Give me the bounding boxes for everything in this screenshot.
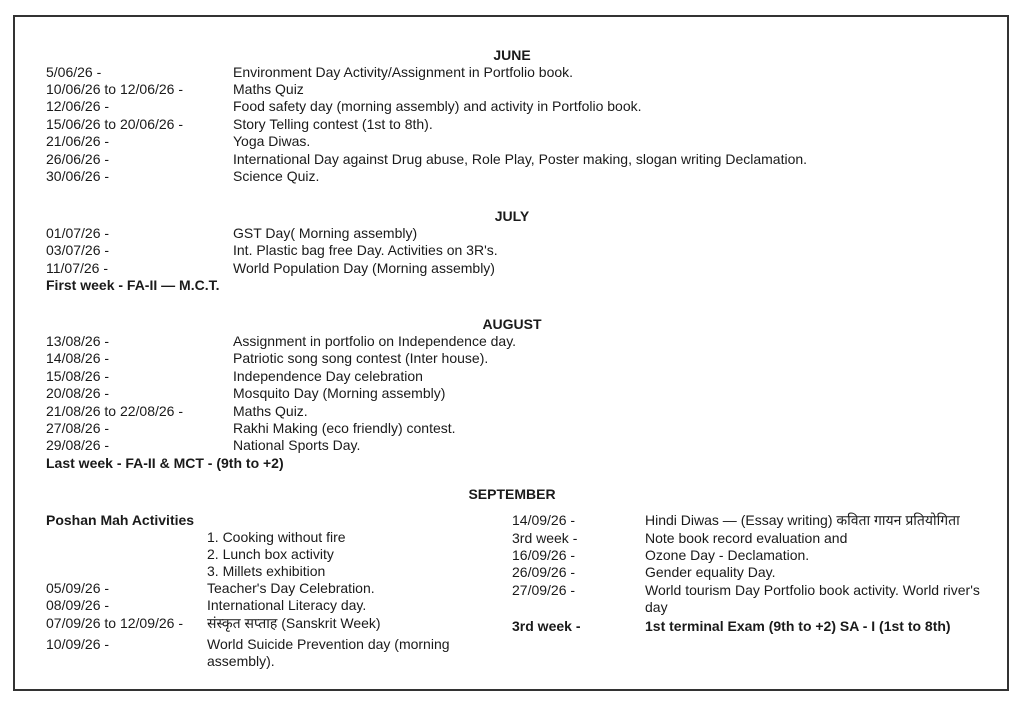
entry-text: World Suicide Prevention day (morning assembly). [207,636,450,669]
entry-date: 08/09/26 - [46,597,110,613]
list-item [46,98,986,115]
entry-text: Hindi Diwas — (Essay writing) कविता गायन प्रतियोगिता [645,512,960,528]
entry-date: 3rd week - [512,618,581,634]
entry-text: Yoga Diwas. [233,133,311,149]
entry-date: 07/09/26 to 12/09/26 - [46,615,183,631]
entry-text: International Day against Drug abuse, Role Play, Poster making, slogan writing Declamation. [233,151,808,167]
entry-date: 29/08/26 - [46,437,110,453]
list-item [46,64,986,81]
entry-text: Ozone Day - Declamation. [645,547,810,563]
month-heading-june: JUNE [493,47,531,63]
entry-text: GST Day( Morning assembly) [233,225,418,241]
entry-text: Rakhi Making (eco friendly) contest. [233,420,456,436]
month-heading-july: JULY [494,208,530,224]
entry-date: 15/08/26 - [46,368,110,384]
list-item [46,385,986,402]
entry-date: 26/06/26 - [46,151,110,167]
entry-date: 21/06/26 - [46,133,110,149]
entry-date: 01/07/26 - [46,225,110,241]
entry-text: World tourism Day Portfolio book activity. World river's day [645,582,980,615]
list-item [46,168,986,185]
entry-date: 14/08/26 - [46,350,110,366]
entry-text: Science Quiz. [233,168,320,184]
entry-date: 05/09/26 - [46,580,110,596]
entry-date: 5/06/26 - [46,64,102,80]
august-note: Last week - FA-II & MCT - (9th to +2) [46,455,284,471]
list-item: 3. Millets exhibition [207,563,326,579]
list-item [46,151,986,168]
list-item [46,333,986,350]
entry-date: 26/09/26 - [512,564,576,580]
entry-date: 3rd week - [512,530,578,546]
entry-date: 20/08/26 - [46,385,110,401]
list-item [46,242,986,259]
entry-text: Mosquito Day (Morning assembly) [233,385,446,401]
july-note: First week - FA-II — M.C.T. [46,277,220,293]
list-item [46,225,986,242]
poshan-heading: Poshan Mah Activities [46,512,195,528]
entry-text: Note book record evaluation and [645,530,848,546]
entry-text: Independence Day celebration [233,368,423,384]
entry-date: 10/09/26 - [46,636,110,652]
entry-text: Maths Quiz [233,81,304,97]
entry-date: 27/08/26 - [46,420,110,436]
entry-text: Food safety day (morning assembly) and activity in Portfolio book. [233,98,642,114]
entry-date: 21/08/26 to 22/08/26 - [46,403,183,419]
list-item: 1. Cooking without fire [207,529,346,545]
entry-date: 10/06/26 to 12/06/26 - [46,81,183,97]
entry-date: 30/06/26 - [46,168,110,184]
entry-text: International Literacy day. [207,597,367,613]
entry-text: Teacher's Day Celebration. [207,580,375,596]
entry-text: Int. Plastic bag free Day. Activities on 3R's. [233,242,498,258]
entry-text: 1st terminal Exam (9th to +2) SA - I (1st to 8th) [645,618,951,634]
list-item [46,368,986,385]
month-heading-september: SEPTEMBER [468,486,556,502]
entry-text: National Sports Day. [233,437,361,453]
entry-text: संस्कृत सप्ताह (Sanskrit Week) [207,615,381,631]
entry-date: 16/09/26 - [512,547,576,563]
entry-date: 27/09/26 - [512,582,576,598]
entry-date: 15/06/26 to 20/06/26 - [46,116,183,132]
list-item [46,403,986,420]
list-item [46,260,986,277]
entry-date: 12/06/26 - [46,98,110,114]
entry-date: 13/08/26 - [46,333,110,349]
entry-text: World Population Day (Morning assembly) [233,260,495,276]
entry-text: Assignment in portfolio on Independence day. [233,333,517,349]
list-item [46,437,986,454]
entry-date: 11/07/26 - [46,260,109,276]
list-item [46,420,986,437]
list-item [46,116,986,133]
entry-text: Patriotic song song contest (Inter house). [233,350,489,366]
entry-text: Environment Day Activity/Assignment in Portfolio book. [233,64,574,80]
entry-text: Story Telling contest (1st to 8th). [233,116,433,132]
list-item [46,81,986,98]
entry-text: Maths Quiz. [233,403,308,419]
entry-date: 03/07/26 - [46,242,110,258]
list-item: 2. Lunch box activity [207,546,334,562]
list-item [46,133,986,150]
entry-date: 14/09/26 - [512,512,576,528]
entry-text: Gender equality Day. [645,564,776,580]
list-item [46,350,986,367]
month-heading-august: AUGUST [482,316,542,332]
